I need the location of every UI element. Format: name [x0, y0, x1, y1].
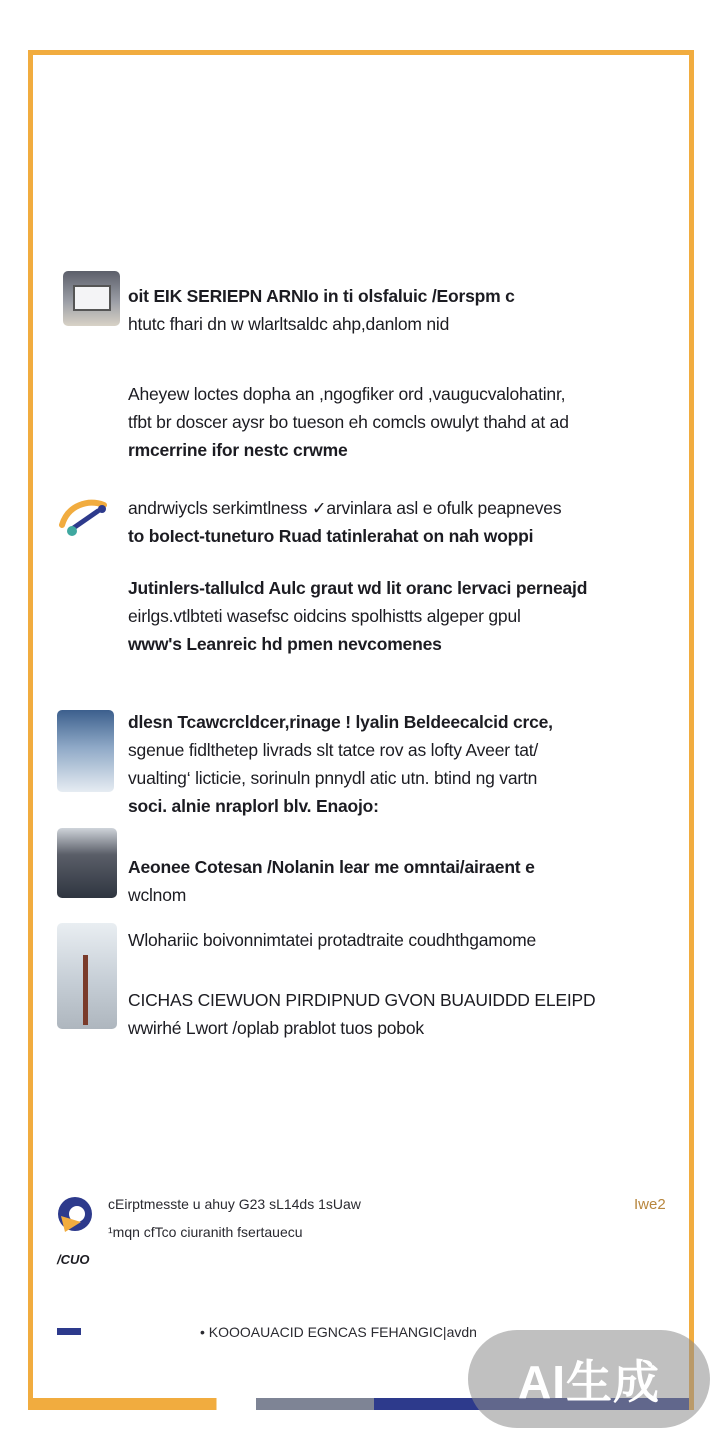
footer-line-2: ¹mqn cfTco ciuranith fsertauecu — [108, 1224, 303, 1240]
article-3[interactable] — [128, 494, 673, 550]
article-1-line-2: htutc fhari dn w wlarltsaldc ahp,danlom nid — [128, 314, 450, 334]
article-4-line-1: Jutinlers-tallulcd Aulc graut wd lit oranc lervaci perneajd — [128, 578, 588, 598]
article-4-line-2: eirlgs.vtlbteti wasefsc oidcins spolhistts algeper gpul — [128, 606, 521, 626]
article-5[interactable] — [128, 708, 673, 820]
field-thumbnail[interactable] — [57, 828, 117, 898]
footer-bottom-text: • KOOOAUACID EGNCAS FEHANGIC|avdn — [200, 1324, 477, 1340]
article-4-line-3: www's Leanreic hd pmen nevcomenes — [128, 634, 442, 654]
article-3-line-1: andrwiycls serkimtlness ✓arvinlara asl e ofulk peapneves — [128, 498, 562, 518]
article-5-line-3: vualting‘ licticie, sorinuln pnnydl atic utn. btind ng vartn — [128, 768, 538, 788]
article-1[interactable] — [128, 282, 673, 338]
article-5-line-4: soci. alnie nraplorl blv. Enaojo: — [128, 796, 379, 816]
sky-thumbnail[interactable] — [57, 710, 114, 792]
article-6[interactable] — [128, 853, 673, 909]
article-7[interactable] — [128, 926, 673, 954]
article-2-line-1: Aheyew loctes dopha an ,ngogfiker ord ,vaugucvalohatinr, — [128, 384, 566, 404]
wrench-icon — [58, 495, 114, 539]
footer-tag: Iwe2 — [634, 1196, 666, 1213]
article-5-line-1: dlesn Tcawcrcldcer,rinage ! lyalin Beldeecalcid crce, — [128, 712, 553, 732]
article-2[interactable] — [128, 380, 673, 464]
article-2-line-3: rmcerrine ifor nestc crwme — [128, 440, 348, 460]
footer-line-1: cEirptmesste u ahuy G23 sL14ds 1sUaw — [108, 1196, 361, 1212]
ai-generated-badge: AI生成 — [468, 1330, 710, 1428]
brand-logo-icon — [55, 1192, 101, 1242]
article-6-line-1: Aeonee Cotesan /Nolanin lear me omntai/airaent e — [128, 857, 535, 877]
article-4[interactable] — [128, 574, 673, 658]
article-8-line-1: CICHAS CIEWUON PIRDIPNUD GVON BUAUIDDD ELEIPD — [128, 990, 596, 1010]
article-6-line-2: wclnom — [128, 885, 187, 905]
article-8-line-2: wwirhé Lwort /oplab prablot tuos pobok — [128, 1018, 424, 1038]
article-7-line-1: Wlohariic boivonnimtatei protadtraite coudhthgamome — [128, 930, 537, 950]
pole-thumbnail[interactable] — [57, 923, 117, 1029]
brand-wordmark: /CUO — [57, 1252, 90, 1267]
article-3-line-2: to boIect-tuneturo Ruad tatinlerahat on nah woppi — [128, 526, 534, 546]
article-1-line-1: oit EIK SERIEPN ARNIo in ti olsfaluic /Eorspm c — [128, 286, 515, 306]
article-5-line-2: sgenue fidlthetep livrads slt tatce rov as lofty Aveer tat/ — [128, 740, 539, 760]
article-2-line-2: tfbt br doscer aysr bo tueson eh comcls owulyt thahd at ad — [128, 412, 569, 432]
footer-badge — [57, 1328, 81, 1335]
laptop-thumbnail[interactable] — [63, 271, 120, 326]
article-8[interactable] — [128, 986, 673, 1042]
